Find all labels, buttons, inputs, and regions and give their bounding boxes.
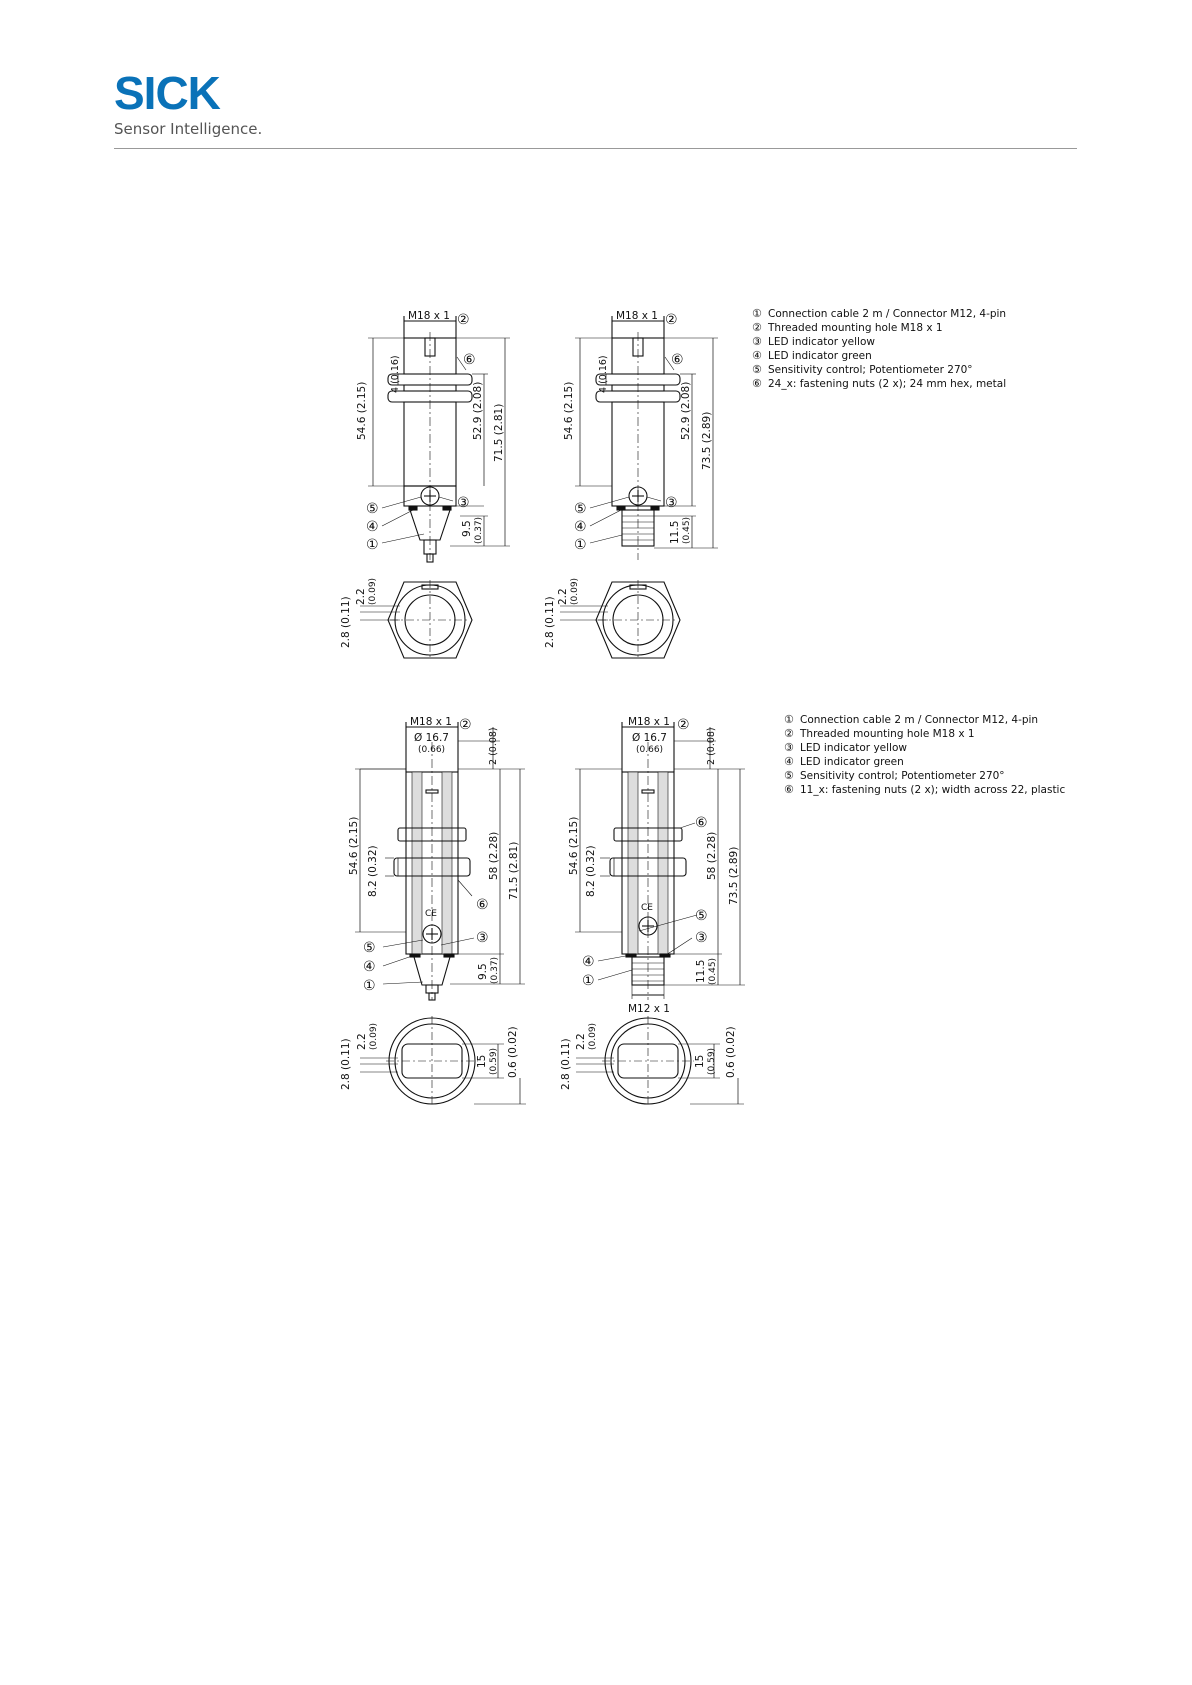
d2-len-a-left: 54.6 (2.15) <box>348 816 360 875</box>
d1-dim22in-right: (0.09) <box>570 577 580 605</box>
d1-len-b-right: 52.9 (2.08) <box>680 381 692 440</box>
legend-marker: ③ <box>784 741 794 754</box>
svg-text:CE: CE <box>641 903 653 913</box>
d2-m12-label: M12 x 1 <box>628 1003 670 1015</box>
legend-text: Sensitivity control; Potentiometer 270° <box>768 364 973 376</box>
d1-marker-1b: ① <box>574 537 587 553</box>
d2-marker-4b: ④ <box>582 954 595 970</box>
d2-dim06-left: 0.6 (0.02) <box>507 1026 519 1078</box>
legend-item <box>784 783 1065 797</box>
d1-marker-2a: ② <box>457 312 470 328</box>
d2-marker-6a: ⑥ <box>476 897 489 913</box>
d2-marker-3a: ③ <box>476 930 489 946</box>
d1-thread-label-b: M18 x 1 <box>616 310 658 322</box>
d2-dim22in-left: (0.09) <box>369 1022 379 1050</box>
d2-diameter-in-b: (0.66) <box>636 745 664 755</box>
d1-len-cable: 71.5 (2.81) <box>493 403 505 462</box>
d1-dim22-left: 2.2 <box>355 588 367 605</box>
d1-marker-2b: ② <box>665 312 678 328</box>
d2-dim15-left: 15 <box>476 1054 488 1068</box>
d1-marker-1a: ① <box>366 537 379 553</box>
d2-topgap-a: 2 (0.08) <box>488 727 499 765</box>
legend-marker: ② <box>752 321 762 334</box>
legend-text: Connection cable 2 m / Connector M12, 4-pin <box>800 714 1039 726</box>
legend-item <box>784 713 1065 727</box>
logo-tagline: Sensor Intelligence. <box>114 120 263 138</box>
d2-dim22-left: 2.2 <box>356 1033 368 1050</box>
d2-tail-conn: 11.5 <box>695 959 707 983</box>
legend-text: LED indicator green <box>800 756 904 768</box>
d1-dim22in-left: (0.09) <box>368 577 378 605</box>
legend-item <box>752 321 1006 335</box>
d1-marker-4a: ④ <box>366 519 379 535</box>
d2-dim06-right: 0.6 (0.02) <box>725 1026 737 1078</box>
legend-marker: ① <box>752 307 762 320</box>
legend-marker: ① <box>784 713 794 726</box>
legend-text: Threaded mounting hole M18 x 1 <box>800 728 975 740</box>
d2-dim22-right: 2.2 <box>575 1033 587 1050</box>
legend-text: Sensitivity control; Potentiometer 270° <box>800 770 1005 782</box>
d1-tail-cable: 9.5 <box>461 520 473 537</box>
legend-marker: ⑤ <box>784 769 794 782</box>
d2-tail-conn-in: (0.45) <box>708 957 718 985</box>
d1-len-a-left: 54.6 (2.15) <box>356 381 368 440</box>
d2-tail-cable-in: (0.37) <box>490 956 500 984</box>
d2-tail-cable: 9.5 <box>477 963 489 980</box>
d1-marker-6b: ⑥ <box>671 352 684 368</box>
d1-thread-label-a: M18 x 1 <box>408 310 450 322</box>
legend-text: LED indicator yellow <box>768 336 875 348</box>
dimension-drawings <box>335 300 755 1120</box>
sick-logo <box>114 67 263 138</box>
d2-diameter-a: Ø 16.7 <box>414 732 449 744</box>
d2-marker-5a: ⑤ <box>363 940 376 956</box>
d1-len-a-right: 54.6 (2.15) <box>563 381 575 440</box>
legend-marker: ④ <box>752 349 762 362</box>
d2-nut-left: 8.2 (0.32) <box>367 845 379 897</box>
d2-marker-6b: ⑥ <box>695 815 708 831</box>
d2-nut-right: 8.2 (0.32) <box>585 845 597 897</box>
d2-marker-2a: ② <box>459 717 472 733</box>
legend-marker: ③ <box>752 335 762 348</box>
d2-marker-3b: ③ <box>695 930 708 946</box>
d1-marker-3b: ③ <box>665 495 678 511</box>
legend-marker: ④ <box>784 755 794 768</box>
d2-dim28-left: 2.8 (0.11) <box>340 1038 352 1090</box>
d1-marker-5b: ⑤ <box>574 501 587 517</box>
legend-item <box>752 363 1006 377</box>
legend-marker: ⑥ <box>752 377 762 390</box>
header-divider <box>114 148 1077 149</box>
drawing1-legend <box>752 307 1006 391</box>
d2-diameter-in-a: (0.66) <box>418 745 446 755</box>
legend-item <box>784 741 1065 755</box>
logo-wordmark: SICK <box>114 67 220 119</box>
d2-marker-5b: ⑤ <box>695 908 708 924</box>
d1-dim28-left: 2.8 (0.11) <box>340 596 352 648</box>
d2-len-b-left: 58 (2.28) <box>488 831 500 880</box>
d2-dim15in-left: (0.59) <box>489 1047 499 1075</box>
d2-marker-1b: ① <box>582 973 595 989</box>
d1-marker-6a: ⑥ <box>463 352 476 368</box>
legend-marker: ⑥ <box>784 783 794 796</box>
d1-len-b-left: 52.9 (2.08) <box>472 381 484 440</box>
d2-diameter-b: Ø 16.7 <box>632 732 667 744</box>
d2-len-b-right: 58 (2.28) <box>706 831 718 880</box>
legend-item <box>784 755 1065 769</box>
d1-len-conn: 73.5 (2.89) <box>701 411 713 470</box>
drawing1-connector-variant <box>560 316 718 660</box>
d2-marker-1a: ① <box>363 978 376 994</box>
d2-topgap-b: 2 (0.08) <box>706 727 717 765</box>
d1-marker-4b: ④ <box>574 519 587 535</box>
d1-tail-conn-in: (0.45) <box>682 516 692 544</box>
svg-text:CE: CE <box>425 909 437 919</box>
legend-text: LED indicator green <box>768 350 872 362</box>
drawing2-connector-variant <box>575 722 745 1106</box>
drawing1-cable-variant <box>360 316 510 660</box>
d2-len-cable: 71.5 (2.81) <box>508 841 520 900</box>
d2-dim15in-right: (0.59) <box>707 1047 717 1075</box>
d1-dim28-right: 2.8 (0.11) <box>544 596 556 648</box>
legend-text: 11_x: fastening nuts (2 x); width across 22, plastic <box>800 784 1066 796</box>
d1-nut-right: 4 (0.16) <box>598 355 609 393</box>
d1-tail-cable-in: (0.37) <box>474 516 484 544</box>
legend-item <box>752 335 1006 349</box>
d1-marker-5a: ⑤ <box>366 501 379 517</box>
d2-dim22in-right: (0.09) <box>588 1022 598 1050</box>
drawing2-legend <box>784 713 1065 797</box>
d2-dim28-right: 2.8 (0.11) <box>560 1038 572 1090</box>
d2-marker-2b: ② <box>677 717 690 733</box>
legend-text: 24_x: fastening nuts (2 x); 24 mm hex, metal <box>768 378 1007 390</box>
d2-len-a-right: 54.6 (2.15) <box>568 816 580 875</box>
d1-nut-left: 4 (0.16) <box>390 355 401 393</box>
d2-thread-label-b: M18 x 1 <box>628 716 670 728</box>
d2-thread-label-a: M18 x 1 <box>410 716 452 728</box>
legend-item <box>752 307 1006 321</box>
legend-text: Threaded mounting hole M18 x 1 <box>768 322 943 334</box>
drawing2-cable-variant <box>355 722 526 1106</box>
legend-item <box>752 377 1006 391</box>
d1-tail-conn: 11.5 <box>669 520 681 544</box>
d1-marker-3a: ③ <box>457 495 470 511</box>
legend-marker: ② <box>784 727 794 740</box>
legend-marker: ⑤ <box>752 363 762 376</box>
legend-item <box>784 769 1065 783</box>
d1-dim22-right: 2.2 <box>557 588 569 605</box>
legend-item <box>784 727 1065 741</box>
d2-marker-4a: ④ <box>363 959 376 975</box>
d2-dim15-right: 15 <box>694 1054 706 1068</box>
legend-item <box>752 349 1006 363</box>
legend-text: Connection cable 2 m / Connector M12, 4-pin <box>768 308 1007 320</box>
d2-len-conn: 73.5 (2.89) <box>728 846 740 905</box>
legend-text: LED indicator yellow <box>800 742 907 754</box>
